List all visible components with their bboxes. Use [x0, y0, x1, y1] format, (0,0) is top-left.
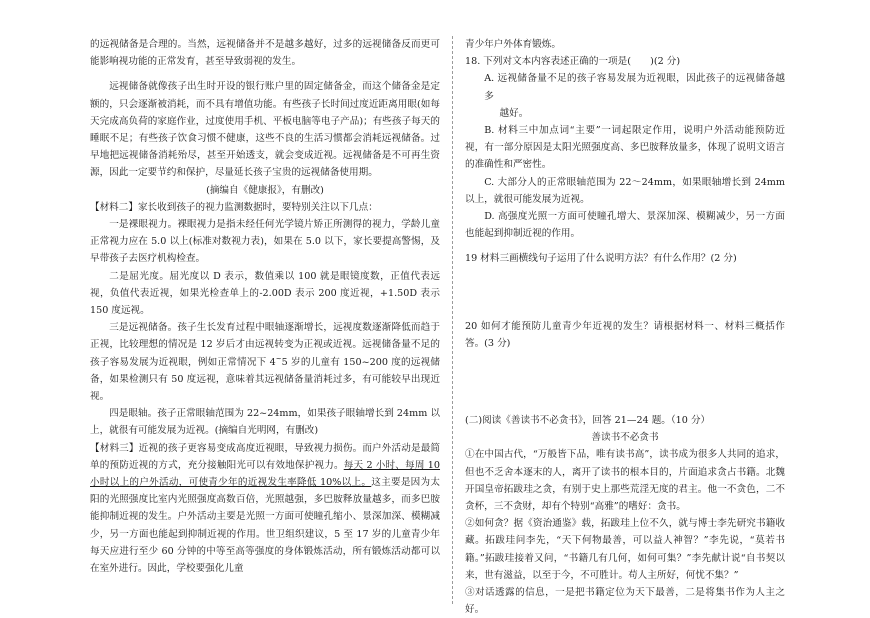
answer-space-20 — [465, 352, 785, 412]
question-18 — [465, 53, 785, 70]
question-18-answer-blank: ( ) — [627, 56, 654, 68]
article-title: 善读书不必贪书 — [591, 432, 659, 444]
material-3-label: 【材料三】 — [90, 442, 139, 454]
question-18-option-d: D. 高强度光照一方面可使瞳孔增大、景深加深、模糊减少，另一方面也能起到抑制近视的作用。 — [465, 211, 785, 240]
column-divider — [452, 36, 453, 604]
left-column — [90, 36, 440, 577]
material-3 — [90, 440, 440, 578]
item-axial-length: 四是眼轴。孩子正常眼轴范围为 22~24mm，如果孩子眼轴增长到 24mm 以上，就很有可能发展为近视。(摘编自光明网，有删改) — [90, 408, 440, 437]
question-18-option-a: A. 远视储备量不足的孩子容易发展为近视眼，因此孩子的远视储备越多 — [484, 73, 785, 102]
article-paragraph-3: ③对话透露的信息，一是把书籍定位为天下最善，二是将集书作为人主之好。 — [465, 587, 785, 616]
item-hyperopia-reserve — [90, 319, 440, 405]
item-hyperopia-reserve-a: 三是远视储备。孩子生长发育过程中眼轴逐渐增长，远视度数逐渐降低而趋于正视，比较理想的情况是 12 岁后才由远视转变为正视或近视。远视储备量不足的孩子容易发展为近视眼，例如正常情况下 4 — [90, 322, 440, 368]
material-3-continuation: 青少年户外体育锻炼。 — [465, 39, 561, 50]
article-paragraph-1: ①在中国古代，“万般皆下品，唯有读书高”，读书成为很多人共同的追求，但也不乏舍本逐末的人，离开了读书的根本目的，片面追求贪占书籍。北魏开国皇帝拓跋珪之贪，有别于史上那些荒淫无度的君主。他一不贪色，二不贪杯，三不贪财，却有个特别“高雅”的嗜好：贪书。 — [465, 449, 785, 513]
item-hyperopia-reserve-b: 5 岁的儿童有 150~200 度的远视储备，如果检测只有 50 度远视，意味着其远视储备量消耗过多，有可能较早出现近视。 — [90, 356, 440, 403]
question-19: 19 材料三画横线句子运用了什么说明方法？有什么作用？(2 分) — [465, 253, 737, 265]
question-18-option-c: C. 大部分人的正常眼轴范围为 22～24mm，如果眼轴增长到 24mm 以上，就很可能发展为近视。 — [465, 176, 785, 205]
question-18-points: (2 分) — [653, 56, 681, 68]
material-2-label: 【材料二】 — [90, 201, 138, 213]
material-3-underlined-sentence: 每天 2 小时、每周 10 小时以上的户外活动，可使青少年的近视发生率降低 10%以上。 — [90, 459, 441, 489]
material-2-intro-text: 家长收到孩子的视力监测数据时，要特别关注以下几点： — [137, 201, 378, 213]
material-2-intro — [90, 199, 440, 216]
source-note-1: (摘编自《健康报》，有删改) — [206, 184, 324, 196]
material-3-text-a: 近视的孩子更容易变成高度近视眼，导致视力损伤。而户外活动是最简单的预防近视的方式，充分接触阳光可以有效地保护视力。 — [90, 442, 441, 471]
question-18-option-a-cont: 越好。 — [499, 107, 529, 119]
article-paragraph-2: ②如何贪？据《资治通鉴》载，拓跋珪上位不久，就与博士李先研究书籍收藏。拓跋珪问李先，“天下何物最善，可以益人神智？”李先说，“莫若书籍。”拓跋珪接着又问，“书籍几有几何，如何可集？”李先献计说“自书契以来，世有滋益，以至于今，不可胜计。苟人主所好，何忧不集？” — [465, 518, 785, 581]
question-18-option-b: B. 材料三中加点词“主要”一词起限定作用，说明户外活动能预防近视，有一部分原因是太阳光照强度高、多巴胺释放量多，体现了说明文语言的准确性和严密性。 — [465, 125, 785, 171]
question-20: 20 如何才能预防儿童青少年近视的发生？请根据材料一、材料三概括作答。(3 分) — [465, 320, 785, 349]
paragraph-reserve-reasonable: 的远视储备是合理的。当然，远视储备并不是越多越好，过多的远视储备反而更可能影响视功能的正常发育，甚至导致弱视的发生。 — [90, 39, 440, 68]
paragraph-bank-account-analogy: 远视储备就像孩子出生时开设的银行账户里的固定储备金，而这个储备金是定额的，只会逐渐被消耗，而不具有增值功能。有些孩子长时间过度近距离用眼(如每天完成高负荷的家庭作业，过度使用手机、平板电脑等电子产品)；有些孩子每天的睡眠不足；有些孩子饮食习惯不健康，这些不良的生活习惯都会消耗远视储备。过早地把远视储备消耗殆尽，甚至开始透支，就会变成近视。远视储备是不可再生资源，因此一定要节约和保护，尽量延长孩子宝贵的远视储备使用期。 — [90, 81, 440, 179]
item-diopter: 二是屈光度。屈光度以 D 表示，数值乘以 100 就是眼镜度数，正值代表远视，负值代表近视，如果光检查单上的-2.00D 表示 200 度近视，+1.50D 表示 150 度远视。 — [90, 270, 440, 317]
item-hyperopia-reserve-sup: ~ — [275, 354, 282, 363]
answer-space-19 — [465, 268, 785, 318]
question-18-stem: 18. 下列对文本内容表述正确的一项是 — [465, 56, 628, 68]
item-naked-eye-vision: 一是裸眼视力。裸眼视力是指未经任何光学镜片矫正所测得的视力，学龄儿童正常视力应在 5.0 以上(标准对数视力表)，如果在 5.0 以下，家长要提高警惕，及早带孩子去医疗机构检查。 — [90, 219, 440, 265]
material-3-text-b: 这主要是因为太阳的光照强度比室内光照强度高数百倍，光照越强，多巴胺释放量越多，而多巴胺能抑制近视的发生。户外活动主要是光照一方面可使瞳孔缩小、景深加深、模糊减少，另一方面也能起到抑制近视的作用。世卫组织建议，5 至 17 岁的儿童青少年每天应进行至少 60 分钟的中等至高等强度的身体锻炼活动，所有锻炼活动都可以在室外进行。因此，学校要强化儿童 — [90, 477, 440, 575]
right-column — [465, 36, 785, 618]
section-2-heading: (二)阅读《善读书不必贪书》，回答 21—24 题。（10 分） — [465, 415, 711, 427]
